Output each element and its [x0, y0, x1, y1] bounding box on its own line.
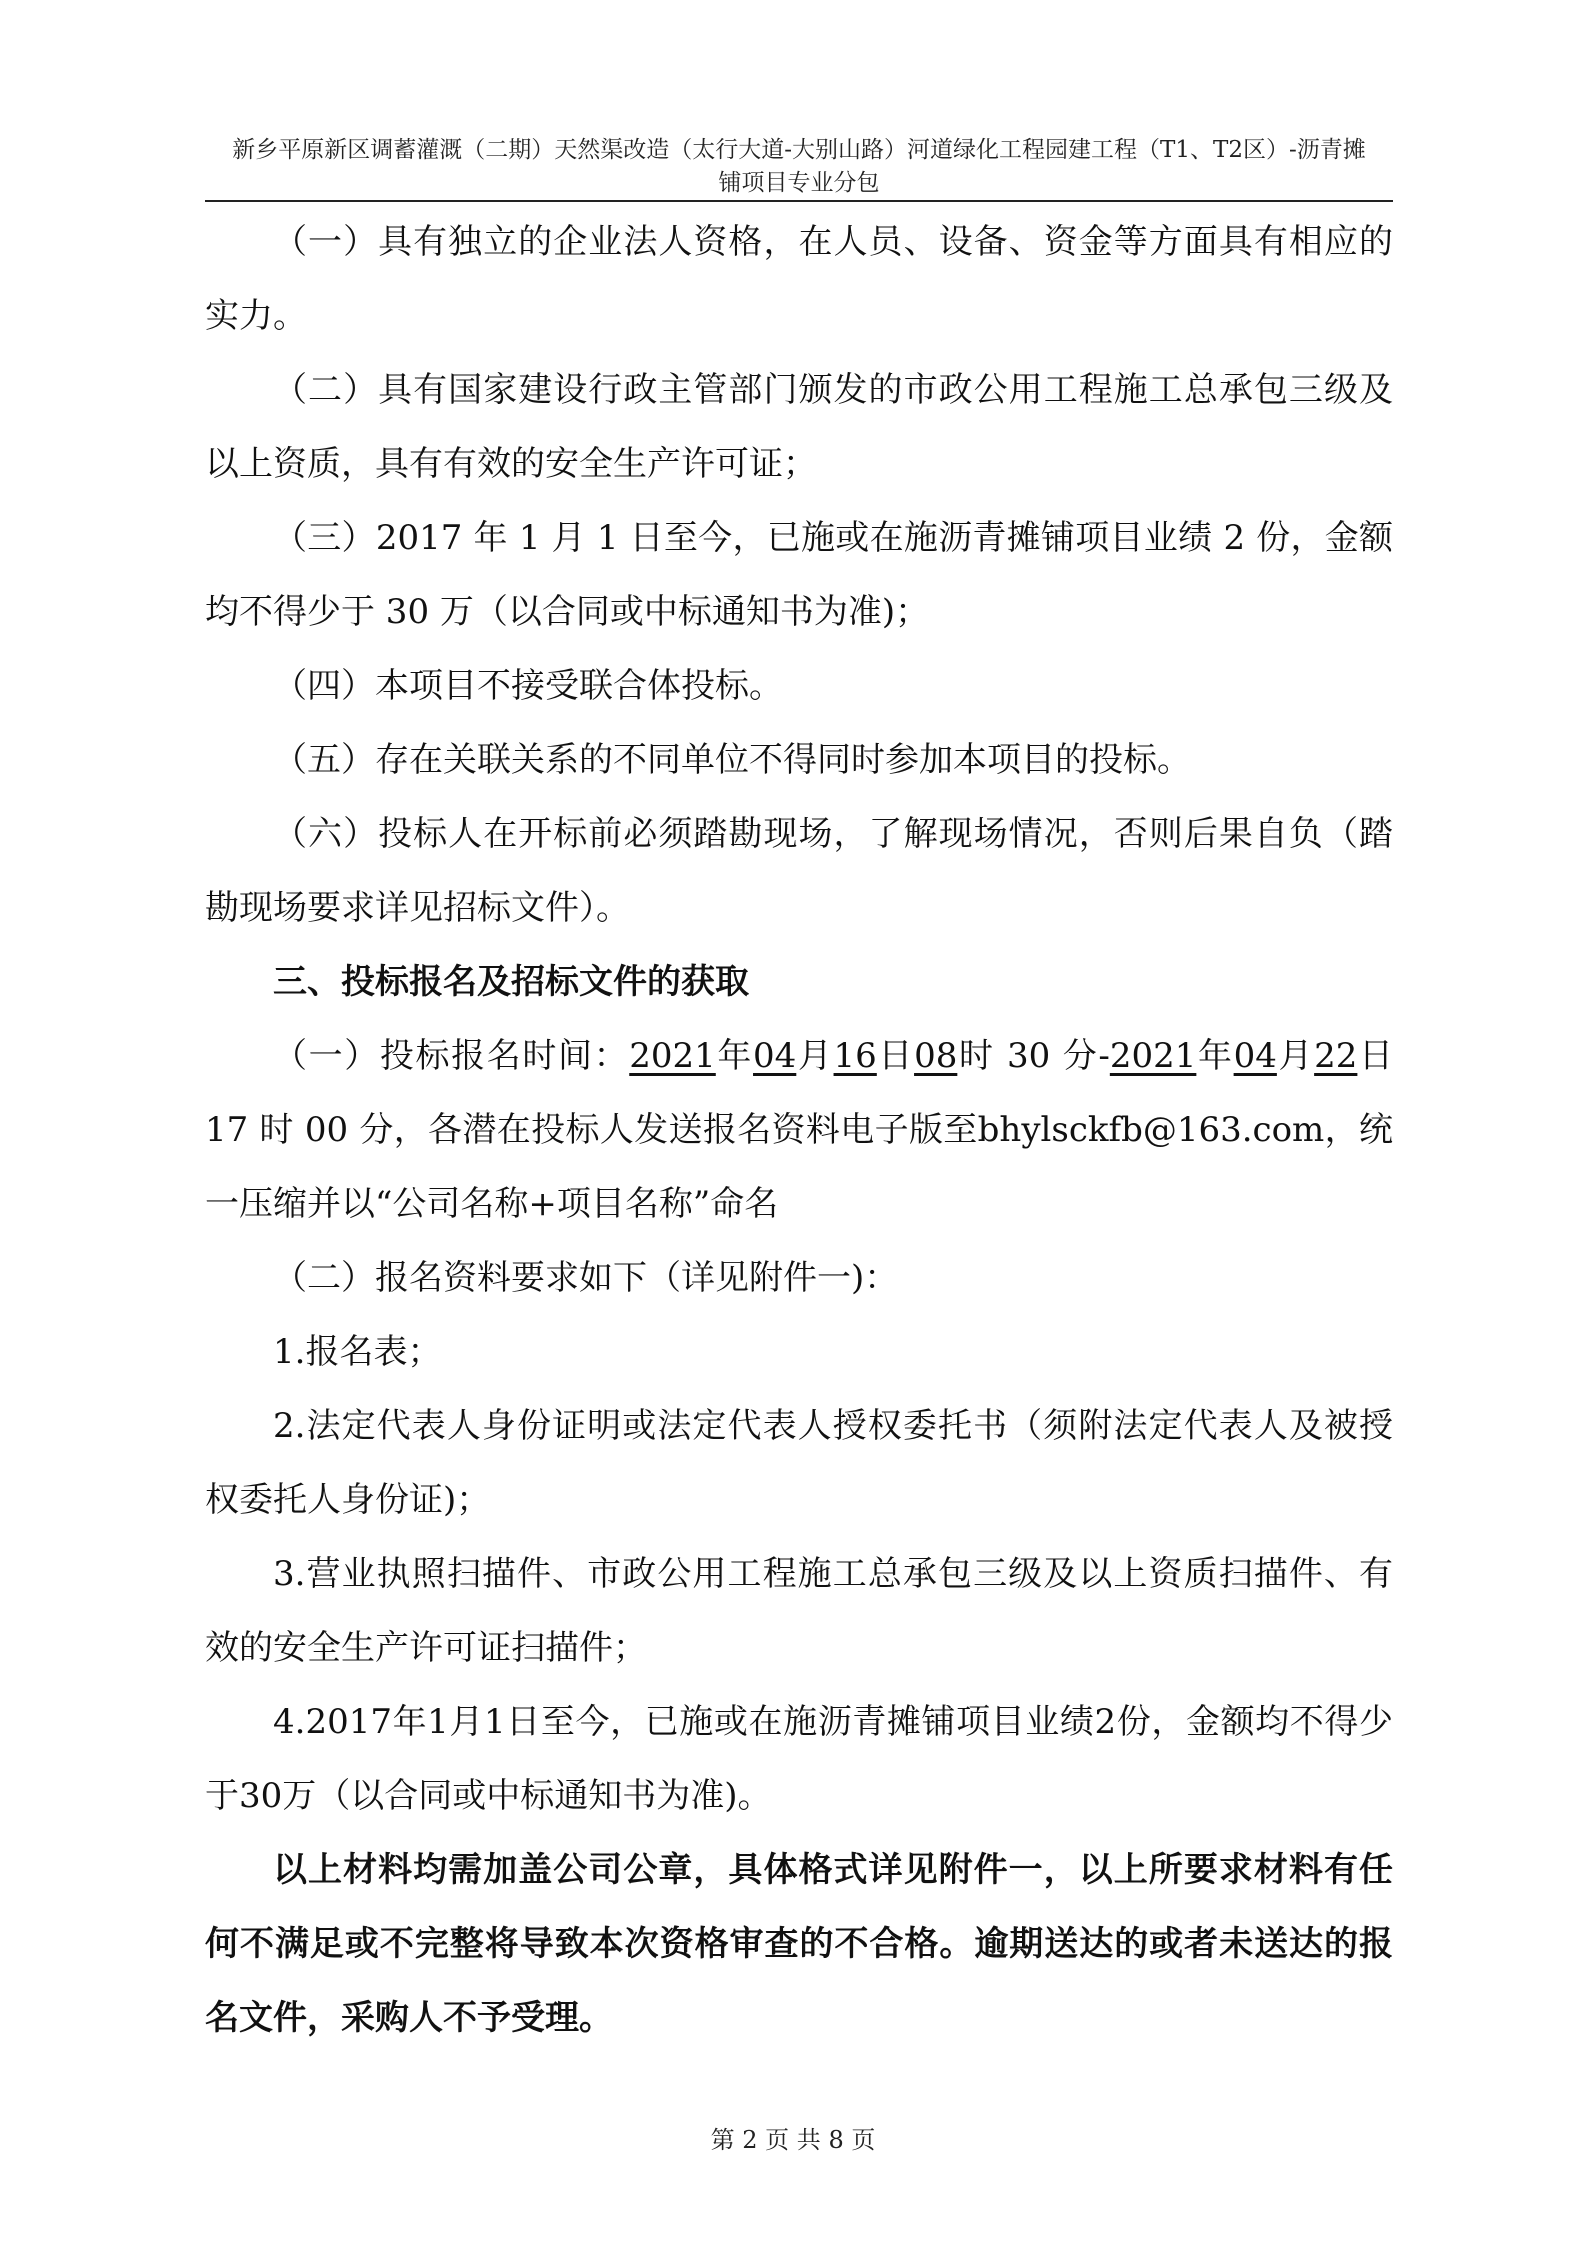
reg-start-hour: 08 [914, 1036, 958, 1076]
reg-start-day: 16 [833, 1036, 877, 1076]
reg-end-day: 22 [1314, 1036, 1358, 1076]
reg-start-month: 04 [753, 1036, 797, 1076]
reg-sep-month: 月 [796, 1036, 834, 1076]
reg-sep-day: 日 [876, 1036, 915, 1076]
reg-email-text: bhylsckfb@163.com，统一压缩并以“公司名称+项目名称”命名 [205, 1110, 1393, 1224]
reg-start-year: 2021 [629, 1036, 716, 1076]
list-item-3: 3.营业执照扫描件、市政公用工程施工总承包三级及以上资质扫描件、有效的安全生产许可证扫描件； [205, 1554, 1393, 1668]
list-item-4: 4.2017年1月1日至今，已施或在施沥青摊铺项目业绩2份，金额均不得少于30万（以合同或中标通知书为准)。 [205, 1702, 1393, 1816]
paragraph-materials-intro: （二）报名资料要求如下（详见附件一)： [273, 1258, 899, 1298]
section-heading-registration: 三、投标报名及招标文件的获取 [273, 962, 749, 1002]
notice-paragraph: 以上材料均需加盖公司公章，具体格式详见附件一，以上所要求材料有任何不满足或不完整将导致本次资格审查的不合格。逾期送达的或者未送达的报名文件，采购人不予受理。 [205, 1850, 1393, 2038]
document-body [205, 205, 1393, 2055]
reg-sep-year: 年 [715, 1036, 754, 1076]
reg-sep-month-2: 月 [1276, 1036, 1315, 1076]
reg-sep-hour: 时 30 分- [957, 1036, 1110, 1076]
reg-end-text: 日 17 时 00 分，各潜在投标人发送报名资料电子版至 [205, 1036, 1394, 1150]
header-divider [205, 200, 1393, 202]
list-item-1: 1.报名表； [273, 1332, 442, 1372]
header-line-2: 铺项目专业分包 [718, 170, 880, 196]
reg-end-month: 04 [1233, 1036, 1277, 1076]
page-number: 第 2 页 共 8 页 [710, 2126, 876, 2154]
paragraph-qualification-4: （四）本项目不接受联合体投标。 [273, 666, 783, 706]
paragraph-qualification-6: （六）投标人在开标前必须踏勘现场，了解现场情况，否则后果自负（踏勘现场要求详见招标文件）。 [205, 814, 1393, 928]
list-item-2: 2.法定代表人身份证明或法定代表人授权委托书（须附法定代表人及被授权委托人身份证)； [205, 1406, 1393, 1520]
paragraph-qualification-2: （二）具有国家建设行政主管部门颁发的市政公用工程施工总承包三级及以上资质，具有有效的安全生产许可证； [205, 370, 1393, 484]
running-header [205, 134, 1393, 200]
reg-prefix: （一）投标报名时间： [273, 1036, 630, 1076]
paragraph-registration-time [205, 1019, 1393, 1241]
paragraph-qualification-1: （一）具有独立的企业法人资格，在人员、设备、资金等方面具有相应的实力。 [205, 222, 1393, 336]
reg-end-year: 2021 [1109, 1036, 1197, 1076]
reg-sep-year-2: 年 [1196, 1036, 1234, 1076]
paragraph-qualification-3: （三）2017 年 1 月 1 日至今，已施或在施沥青摊铺项目业绩 2 份，金额均不得少于 30 万（以合同或中标通知书为准)； [205, 518, 1393, 632]
header-line-1: 新乡平原新区调蓄灌溉（二期）天然渠改造（太行大道-大别山路）河道绿化工程园建工程（T1、T2区）-沥青摊 [232, 137, 1366, 163]
paragraph-qualification-5: （五）存在关联关系的不同单位不得同时参加本项目的投标。 [273, 740, 1191, 780]
